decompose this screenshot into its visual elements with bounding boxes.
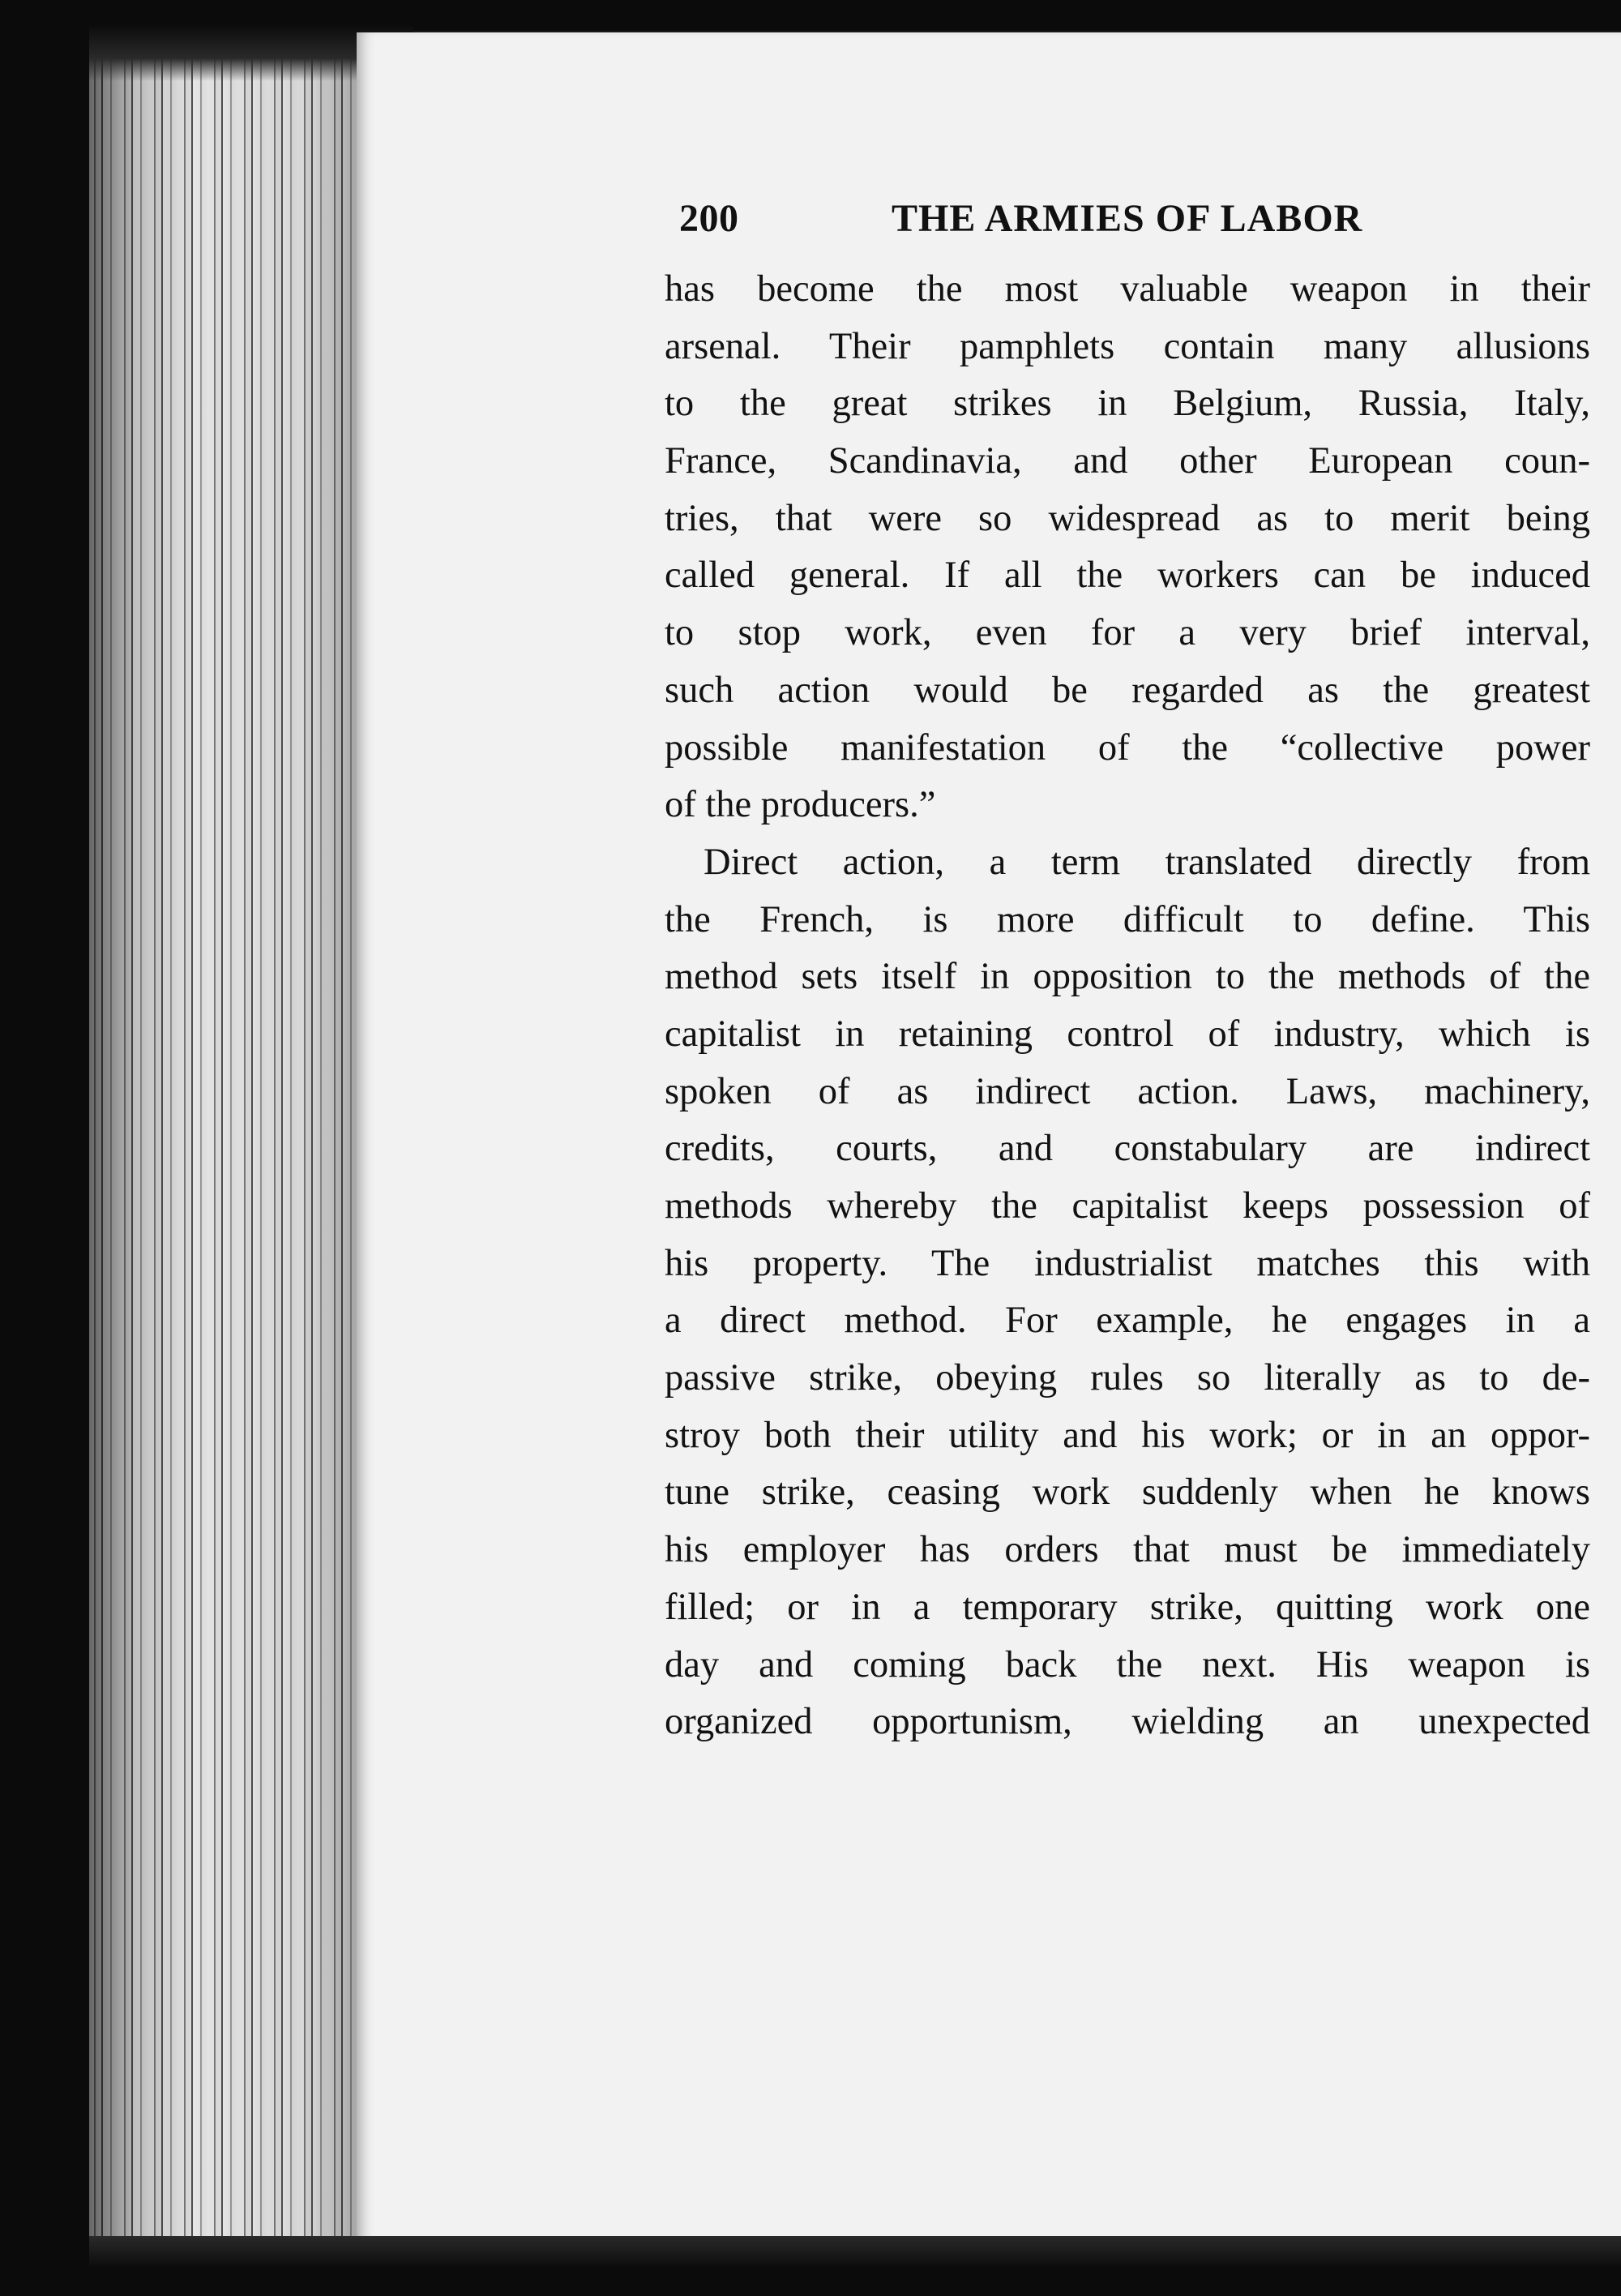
text-line: organized opportunism, wielding an unexpected xyxy=(665,1701,1590,1743)
text-line: such action would be regarded as the greatest xyxy=(665,669,1590,711)
text-line: tries, that were so widespread as to merit being xyxy=(665,497,1590,539)
text-line: tune strike, ceasing work suddenly when he knows xyxy=(665,1471,1590,1514)
text-line: stroy both their utility and his work; or in an oppor- xyxy=(665,1414,1590,1456)
bottom-edge-shadow xyxy=(89,2236,1621,2268)
paragraph-2 xyxy=(665,834,1590,1751)
running-header xyxy=(679,196,1392,245)
text-line: method sets itself in opposition to the methods of the xyxy=(665,956,1590,998)
text-line: possible manifestation of the “collective power xyxy=(665,726,1590,769)
page-number: 200 xyxy=(679,197,739,240)
text-line: his employer has orders that must be immediately xyxy=(665,1529,1590,1571)
text-line: France, Scandinavia, and other European coun- xyxy=(665,440,1590,482)
text-line: passive strike, obeying rules so literally as to de- xyxy=(665,1357,1590,1399)
text-line: of the producers.” xyxy=(665,784,936,826)
text-line: Direct action, a term translated directly from xyxy=(704,841,1590,883)
text-line: capitalist in retaining control of industry, which is xyxy=(665,1013,1590,1055)
body-text xyxy=(665,261,1590,1751)
text-line: day and coming back the next. His weapon is xyxy=(665,1643,1590,1686)
text-line: arsenal. Their pamphlets contain many allusions xyxy=(665,325,1590,367)
running-title: THE ARMIES OF LABOR xyxy=(892,197,1363,240)
text-line: to stop work, even for a very brief interval, xyxy=(665,612,1590,654)
text-line: spoken of as indirect action. Laws, machinery, xyxy=(665,1070,1590,1112)
text-line: the French, is more difficult to define. This xyxy=(665,898,1590,940)
text-line: has become the most valuable weapon in their xyxy=(665,268,1590,310)
text-line: his property. The industrialist matches this with xyxy=(665,1242,1590,1284)
text-line: called general. If all the workers can be induced xyxy=(665,555,1590,597)
text-line: credits, courts, and constabulary are indirect xyxy=(665,1128,1590,1170)
text-line: filled; or in a temporary strike, quitting work one xyxy=(665,1586,1590,1628)
text-line: a direct method. For example, he engages in a xyxy=(665,1300,1590,1342)
text-line: to the great strikes in Belgium, Russia, Italy, xyxy=(665,383,1590,425)
text-line: methods whereby the capitalist keeps possession of xyxy=(665,1185,1590,1227)
paragraph-1 xyxy=(665,261,1590,834)
gutter-shadow xyxy=(89,49,357,2238)
